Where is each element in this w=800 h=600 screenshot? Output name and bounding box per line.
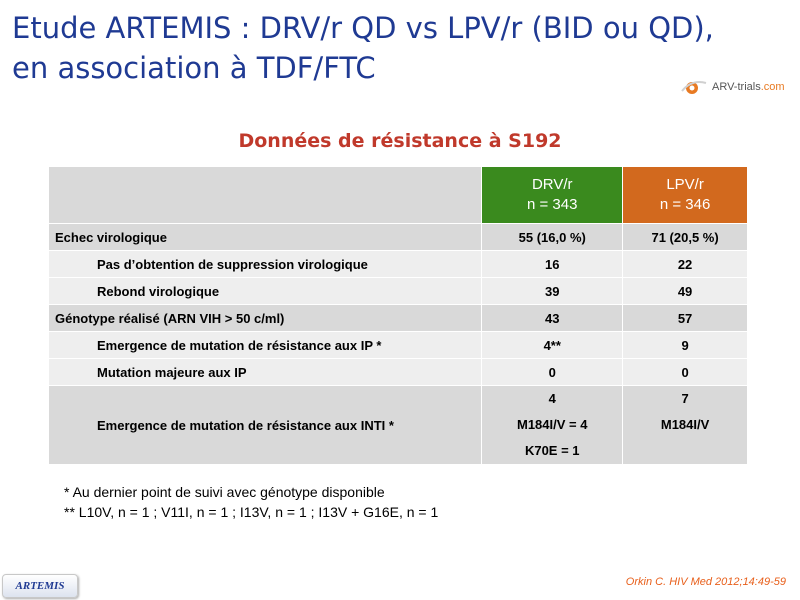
row-label: Mutation majeure aux IP (49, 359, 482, 386)
footnote: * Au dernier point de suivi avec génotype disponible (64, 484, 385, 500)
logo-swoosh-icon (680, 77, 708, 97)
arv-trials-logo (680, 76, 785, 98)
row-label: Pas d’obtention de suppression virologique (49, 251, 482, 278)
table-row (49, 305, 748, 332)
lpv-value: 49 (623, 278, 748, 305)
table-row (49, 251, 748, 278)
resistance-table (48, 166, 748, 465)
footnote: ** L10V, n = 1 ; V11I, n = 1 ; I13V, n = 1 ; I13V + G16E, n = 1 (64, 504, 439, 520)
table-row (49, 332, 748, 359)
table-subtitle: Données de résistance à S192 (238, 130, 562, 152)
logo-text-suffix: .com (760, 81, 785, 93)
lpv-value: 9 (623, 332, 748, 359)
drv-value-line: M184I/V = 4 (517, 417, 588, 432)
table-row (49, 278, 748, 305)
logo-text (712, 81, 785, 93)
table-row (49, 359, 748, 386)
title-line-1: Etude ARTEMIS : DRV/r QD vs LPV/r (BID ou QD), (12, 11, 714, 45)
drv-value (482, 386, 623, 465)
drv-value: 0 (482, 359, 623, 386)
header-lpv (623, 167, 748, 224)
drv-value: 43 (482, 305, 623, 332)
lpv-value: 57 (623, 305, 748, 332)
row-label: Rebond virologique (49, 278, 482, 305)
lpv-value-line: 7 (681, 391, 689, 406)
row-label: Emergence de mutation de résistance aux IP * (49, 332, 482, 359)
drv-value: 39 (482, 278, 623, 305)
header-drv-name: DRV/r (531, 176, 573, 193)
header-drv-n: n = 343 (527, 196, 578, 213)
lpv-value: 22 (623, 251, 748, 278)
row-label: Emergence de mutation de résistance aux INTI * (49, 386, 482, 465)
table-header-row (49, 167, 748, 224)
lpv-value: 71 (20,5 %) (623, 224, 748, 251)
lpv-value-line: M184I/V (660, 417, 710, 432)
row-label: Génotype réalisé (ARN VIH > 50 c/ml) (49, 305, 482, 332)
study-badge: ARTEMIS (2, 574, 78, 598)
header-lpv-n: n = 346 (659, 196, 711, 213)
lpv-value (623, 386, 748, 465)
header-lpv-name: LPV/r (666, 176, 704, 193)
table-row (49, 386, 748, 465)
title-line-2: en association à TDF/FTC (12, 51, 376, 85)
drv-value: 4** (482, 332, 623, 359)
lpv-value: 0 (623, 359, 748, 386)
drv-value: 55 (16,0 %) (482, 224, 623, 251)
drv-value-line: K70E = 1 (524, 443, 580, 458)
slide-title (12, 8, 732, 88)
table-row (49, 224, 748, 251)
drv-value-line: 4 (548, 391, 556, 406)
drv-value: 16 (482, 251, 623, 278)
header-drv (482, 167, 623, 224)
logo-text-main: ARV-trials (712, 81, 761, 93)
reference-citation: Orkin C. HIV Med 2012;14:49-59 (625, 576, 786, 588)
footnotes (64, 482, 438, 522)
row-label: Echec virologique (49, 224, 482, 251)
header-blank-cell (49, 167, 482, 224)
